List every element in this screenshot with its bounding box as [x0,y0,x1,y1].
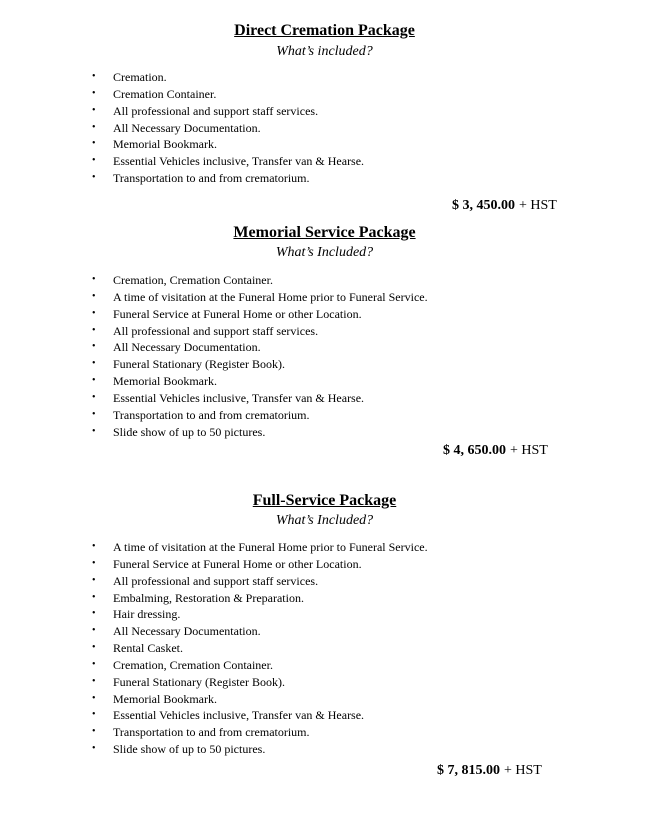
item-text: All professional and support staff services. [113,103,319,118]
item-text: Funeral Service at Funeral Home or other Location. [113,556,362,571]
package-title: Memorial Service Package [233,224,416,241]
bullet-icon: • [92,574,96,586]
bullet-icon: • [92,658,96,670]
bullet-icon: • [92,121,96,133]
bullet-icon: • [92,425,96,437]
item-text: Funeral Stationary (Register Book). [113,357,285,372]
item-text: Essential Vehicles inclusive, Transfer van & Hearse. [113,154,365,169]
item-text: Funeral Service at Funeral Home or other Location. [113,306,362,321]
item-text: Funeral Stationary (Register Book). [113,674,285,689]
price-tax-suffix: + HST [519,198,557,213]
bullet-icon: • [92,726,96,738]
item-text: Memorial Bookmark. [113,374,217,389]
item-text: Transportation to and from crematorium. [113,725,310,740]
bullet-icon: • [92,625,96,637]
bullet-icon: • [92,709,96,721]
item-text: Cremation. [113,70,167,84]
bullet-icon: • [92,172,96,184]
package-price [452,196,557,215]
item-text: All Necessary Documentation. [113,120,261,135]
item-text: A time of visitation at the Funeral Home prior to Funeral Service. [113,540,428,554]
package-title: Direct Cremation Package [234,22,415,39]
bullet-icon: • [92,324,96,336]
bullet-icon: • [92,138,96,150]
bullet-icon: • [92,408,96,420]
item-text: A time of visitation at the Funeral Home prior to Funeral Service. [113,289,428,304]
item-text: Memorial Bookmark. [113,691,217,706]
item-text: All Necessary Documentation. [113,340,261,355]
bullet-icon: • [92,675,96,687]
item-text: Embalming, Restoration & Preparation. [113,590,304,605]
item-text: Hair dressing. [113,607,181,622]
item-text: Cremation, Cremation Container. [113,657,273,672]
bullet-icon: • [92,541,96,552]
item-text: Essential Vehicles inclusive, Transfer van & Hearse. [113,708,365,723]
bullet-icon: • [92,743,96,755]
bullet-icon: • [92,358,96,370]
package-subtitle: What’s Included? [275,245,374,260]
item-text: All professional and support staff services. [113,323,319,338]
bullet-icon: • [92,155,96,167]
item-text: Slide show of up to 50 pictures. [113,742,266,757]
item-text: All Necessary Documentation. [113,624,261,639]
price-amount: $ 4, 650.00 [443,443,506,458]
bullet-icon: • [92,391,96,403]
package-subtitle: What’s included? [276,44,373,59]
item-text: Slide show of up to 50 pictures. [113,424,266,439]
item-text: All professional and support staff services. [113,573,319,588]
item-text: Memorial Bookmark. [113,137,217,152]
bullet-icon: • [92,290,96,302]
item-text: Cremation, Cremation Container. [113,273,273,287]
package-subtitle: What’s Included? [275,513,374,528]
price-tax-suffix: + HST [510,443,548,458]
bullet-icon: • [92,341,96,353]
bullet-icon: • [92,71,96,82]
bullet-icon: • [92,104,96,116]
bullet-icon: • [92,692,96,704]
price-amount: $ 7, 815.00 [437,763,500,778]
item-text: Cremation Container. [113,86,217,101]
bullet-icon: • [92,375,96,387]
bullet-icon: • [92,307,96,319]
package-title: Full-Service Package [252,492,397,509]
item-text: Essential Vehicles inclusive, Transfer van & Hearse. [113,390,365,405]
bullet-icon: • [92,591,96,603]
item-text: Transportation to and from crematorium. [113,407,310,422]
bullet-icon: • [92,608,96,620]
bullet-icon: • [92,557,96,569]
bullet-icon: • [92,274,96,285]
item-text: Transportation to and from crematorium. [113,171,310,186]
price-tax-suffix: + HST [504,763,542,778]
item-text: Rental Casket. [113,641,183,656]
package-price [437,761,542,780]
price-amount: $ 3, 450.00 [452,198,515,213]
bullet-icon: • [92,87,96,99]
package-price [443,441,548,460]
bullet-icon: • [92,642,96,654]
